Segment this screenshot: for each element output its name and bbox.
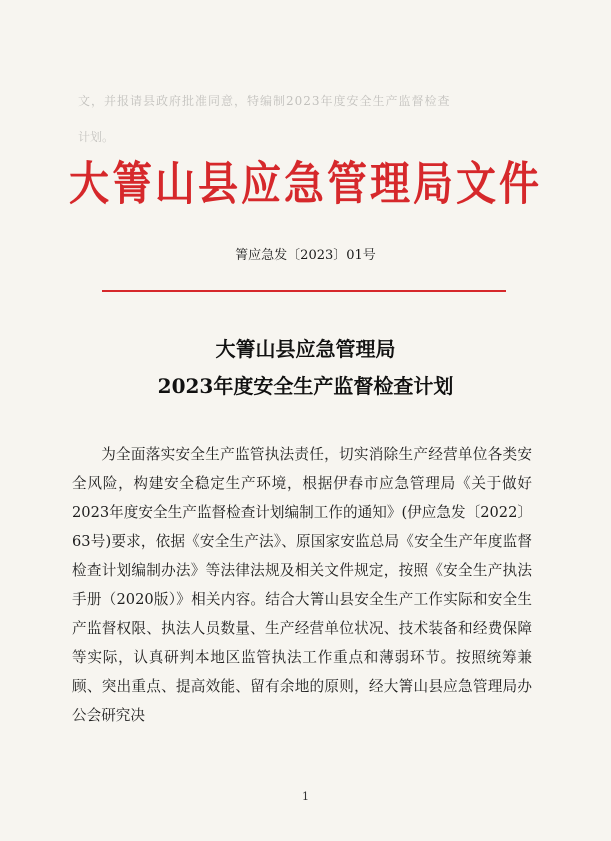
page-number: 1	[302, 790, 309, 803]
document-number: 箐应急发〔2023〕01号	[235, 248, 376, 263]
document-title-line-1: 大箐山县应急管理局	[215, 337, 396, 361]
red-divider-line	[102, 290, 506, 292]
red-header-title: 大箐山县应急管理局文件	[69, 156, 542, 211]
bleed-through-text-2: 计划。	[78, 130, 115, 144]
body-paragraph: 为全面落实安全生产监管执法责任，切实消除生产经营单位各类安全风险，构建安全稳定生产环境，根据伊春市应急管理局《关于做好2023年度安全生产监督检查计划编制工作的通知》(伊应急发〔2022〕63号)要求，依据《安全生产法》、原国家安监总局《安全生产年度监督检查计划编制办法》等法律法规及相关文件规定，按照《安全生产执法手册（2020版）》相关内容。结合大箐山县安全生产工作实际和安全生产监督权限、执法人员数量、生产经营单位状况、技术装备和经费保障等实际，认真研判本地区监管执法工作重点和薄弱环节。按照统筹兼顾、突出重点、提高效能、留有余地的原则，经大箐山县应急管理局办公会研究决	[72, 446, 532, 724]
bleed-through-text: 文，并报请县政府批准同意，特编制2023年度安全生产监督检查	[78, 94, 451, 108]
document-title-line-2: 2023年度安全生产监督检查计划	[157, 374, 454, 398]
body-paragraph-container	[72, 440, 532, 730]
bleed-through-line	[85, 316, 581, 323]
